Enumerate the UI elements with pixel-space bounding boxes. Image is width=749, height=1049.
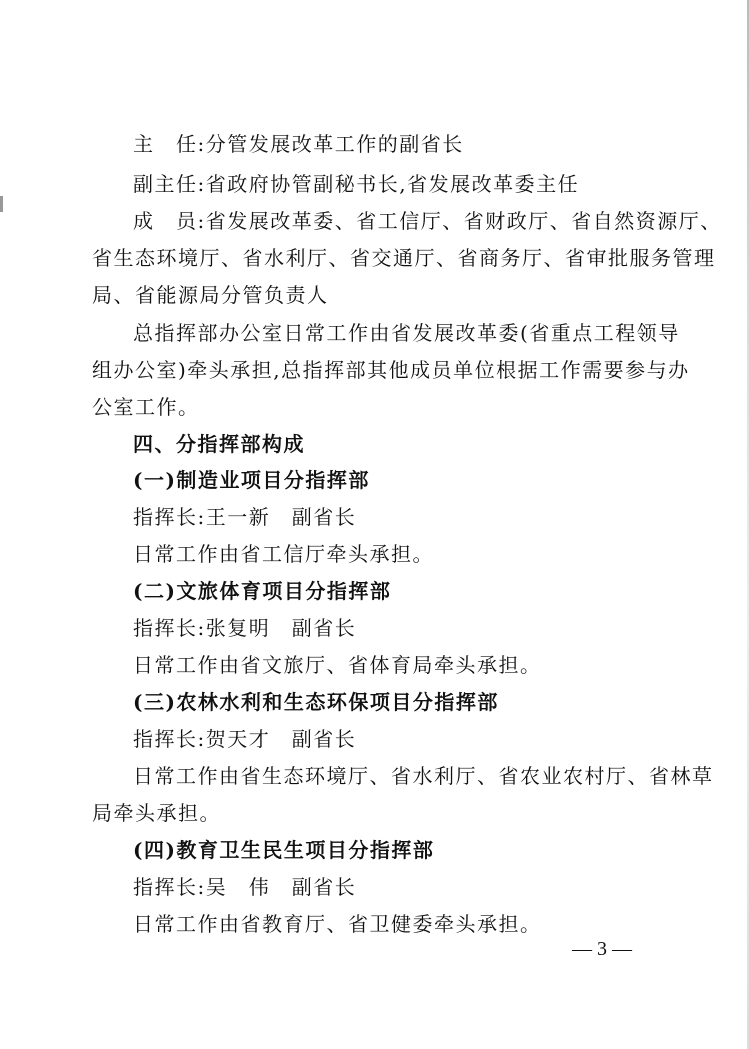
office-paragraph: 总指挥部办公室日常工作由省发展改革委(省重点工程领导 [133, 321, 680, 345]
duty-2: 日常工作由省文旅厅、省体育局牵头承担。 [133, 653, 542, 677]
commander-1: 指挥长:王一新 副省长 [133, 505, 357, 529]
office-paragraph-cont: 组办公室)牵头承担,总指挥部其他成员单位根据工作需要参与办 [92, 358, 690, 382]
members-line: 成 员:省发展改革委、省工信厅、省财政厅、省自然资源厅、 [133, 209, 722, 233]
director-line: 主 任:分管发展改革工作的副省长 [133, 132, 464, 156]
members-line-cont: 省生态环境厅、省水利厅、省交通厅、省商务厅、省审批服务管理 [92, 246, 716, 270]
duty-3-cont: 局牵头承担。 [92, 801, 221, 825]
duty-3: 日常工作由省生态环境厅、省水利厅、省农业农村厅、省林草 [133, 764, 714, 788]
commander-3: 指挥长:贺天才 副省长 [133, 727, 357, 751]
deputy-director-line: 副主任:省政府协管副秘书长,省发展改革委主任 [133, 172, 580, 196]
members-line-end: 局、省能源局分管负责人 [92, 283, 329, 307]
duty-1: 日常工作由省工信厅牵头承担。 [133, 542, 434, 566]
duty-4: 日常工作由省教育厅、省卫健委牵头承担。 [133, 912, 542, 936]
office-paragraph-end: 公室工作。 [92, 395, 200, 419]
commander-2: 指挥长:张复明 副省长 [133, 616, 357, 640]
subsection-heading-3: (三)农林水利和生态环保项目分指挥部 [133, 690, 499, 714]
subsection-heading-1: (一)制造业项目分指挥部 [133, 468, 370, 492]
page-number: — 3 — [572, 938, 632, 960]
commander-4: 指挥长:吴 伟 副省长 [133, 875, 357, 899]
subsection-heading-2: (二)文旅体育项目分指挥部 [133, 579, 392, 603]
section-heading: 四、分指挥部构成 [133, 432, 305, 456]
subsection-heading-4: (四)教育卫生民生项目分指挥部 [133, 838, 435, 862]
